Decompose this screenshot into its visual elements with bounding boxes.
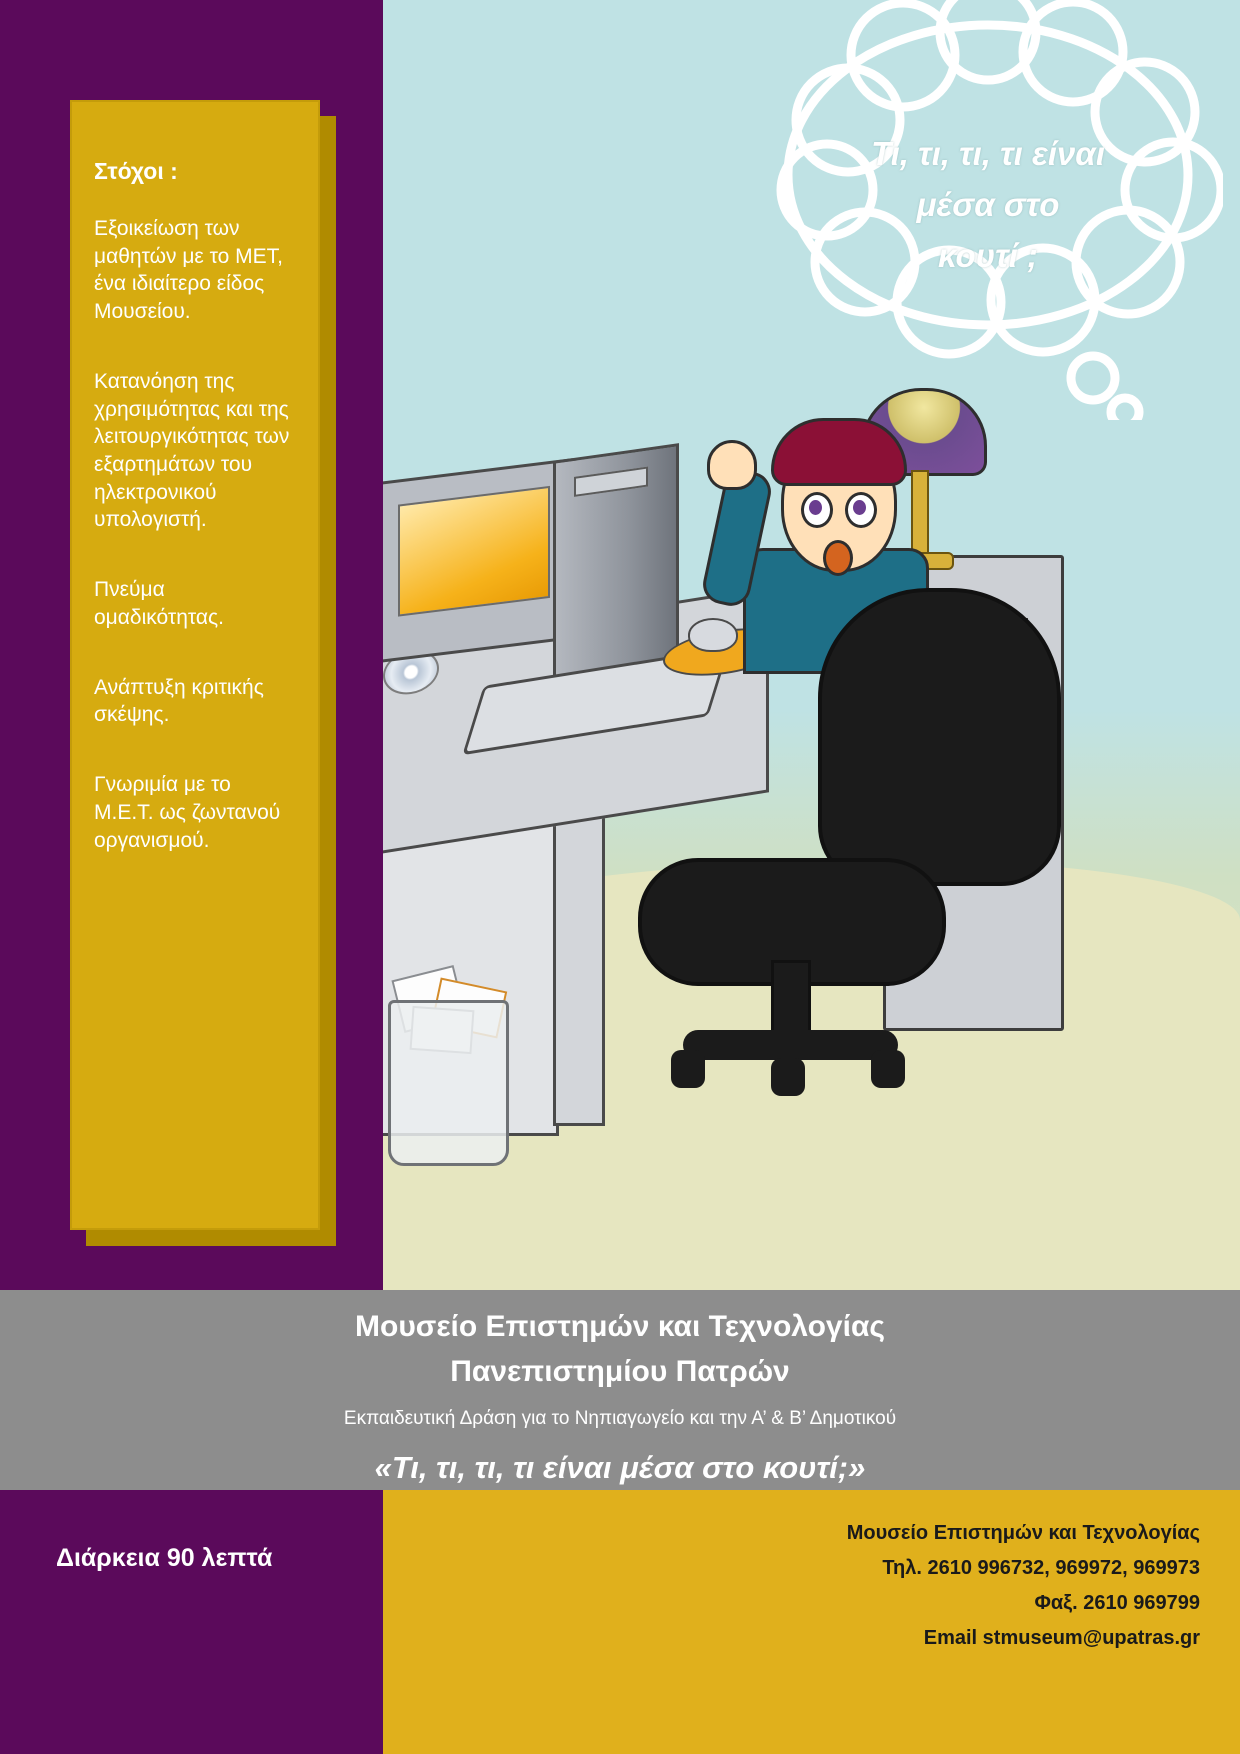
thought-bubble [753,0,1223,420]
chair-caster [671,1050,705,1088]
activity-subtitle: Εκπαιδευτική Δράση για το Νηπιαγωγείο και την Α’ & Β’ Δημοτικού [343,1408,897,1429]
contact-line-email: Email stmuseum@upatras.gr [923,1627,1200,1649]
boy-mouth [823,540,853,576]
objective-item-2: Κατανόηση της χρησιμότητας και της λειτουργικότητας των εξαρτημάτων του ηλεκτρονικού υπολογιστή. [94,369,290,532]
contact-line-fax: Φαξ. 2610 969799 [1034,1592,1200,1614]
footer-duration-panel [0,1490,383,1754]
boy-pupil-right [853,500,866,515]
activity-quote-title: «Τι, τι, τι, τι είναι μέσα στο κουτί;» [374,1450,866,1485]
computer-mouse [688,618,738,652]
museum-title-line-2: Πανεπιστημίου Πατρών [450,1355,790,1388]
computer-tower [553,443,679,682]
bubble-line-3: κουτί ; [938,237,1038,275]
objective-item-5: Γνωριμία με το Μ.Ε.Τ. ως ζωντανού οργανισμού. [94,773,281,852]
bubble-line-2: μέσα στο [916,186,1060,224]
objective-item-3: Πνεύμα ομαδικότητας. [94,578,224,629]
footer-contact-panel [383,1490,1240,1754]
objective-item-1: Εξοικείωση των μαθητών με το ΜΕΤ, ένα ιδιαίτερο είδος Μουσείου. [94,217,283,324]
tower-drive-bay [574,467,648,497]
museum-banner [0,1290,1240,1490]
objectives-box [70,100,320,1230]
duration-label: Διάρκεια 90 λεπτά [56,1544,273,1572]
museum-title-line-1: Μουσείο Επιστημών και Τεχνολογίας [355,1310,885,1343]
chair-caster [771,1058,805,1096]
footer-strip [0,1490,1240,1754]
office-chair-base [683,1030,898,1060]
boy-hair [771,418,907,486]
objectives-title: Στόχοι : [94,158,178,184]
chair-caster [871,1050,905,1088]
office-chair-back [818,588,1061,886]
monitor-screen [398,486,550,617]
contact-line-1: Μουσείο Επιστημών και Τεχνολογίας [846,1522,1200,1544]
boy-pupil-left [809,500,822,515]
thought-bubble-text [753,128,1223,281]
waste-basket [388,1000,509,1166]
objective-item-4: Ανάπτυξη κριτικής σκέψης. [94,675,264,727]
illustration-panel [383,0,1240,1290]
boy-hand [707,440,757,490]
contact-line-phone: Τηλ. 2610 996732, 969972, 969973 [882,1557,1200,1579]
bubble-line-1: Τι, τι, τι, τι είναι [871,135,1105,172]
desk-leg [553,790,605,1126]
computer-monitor [383,457,579,663]
